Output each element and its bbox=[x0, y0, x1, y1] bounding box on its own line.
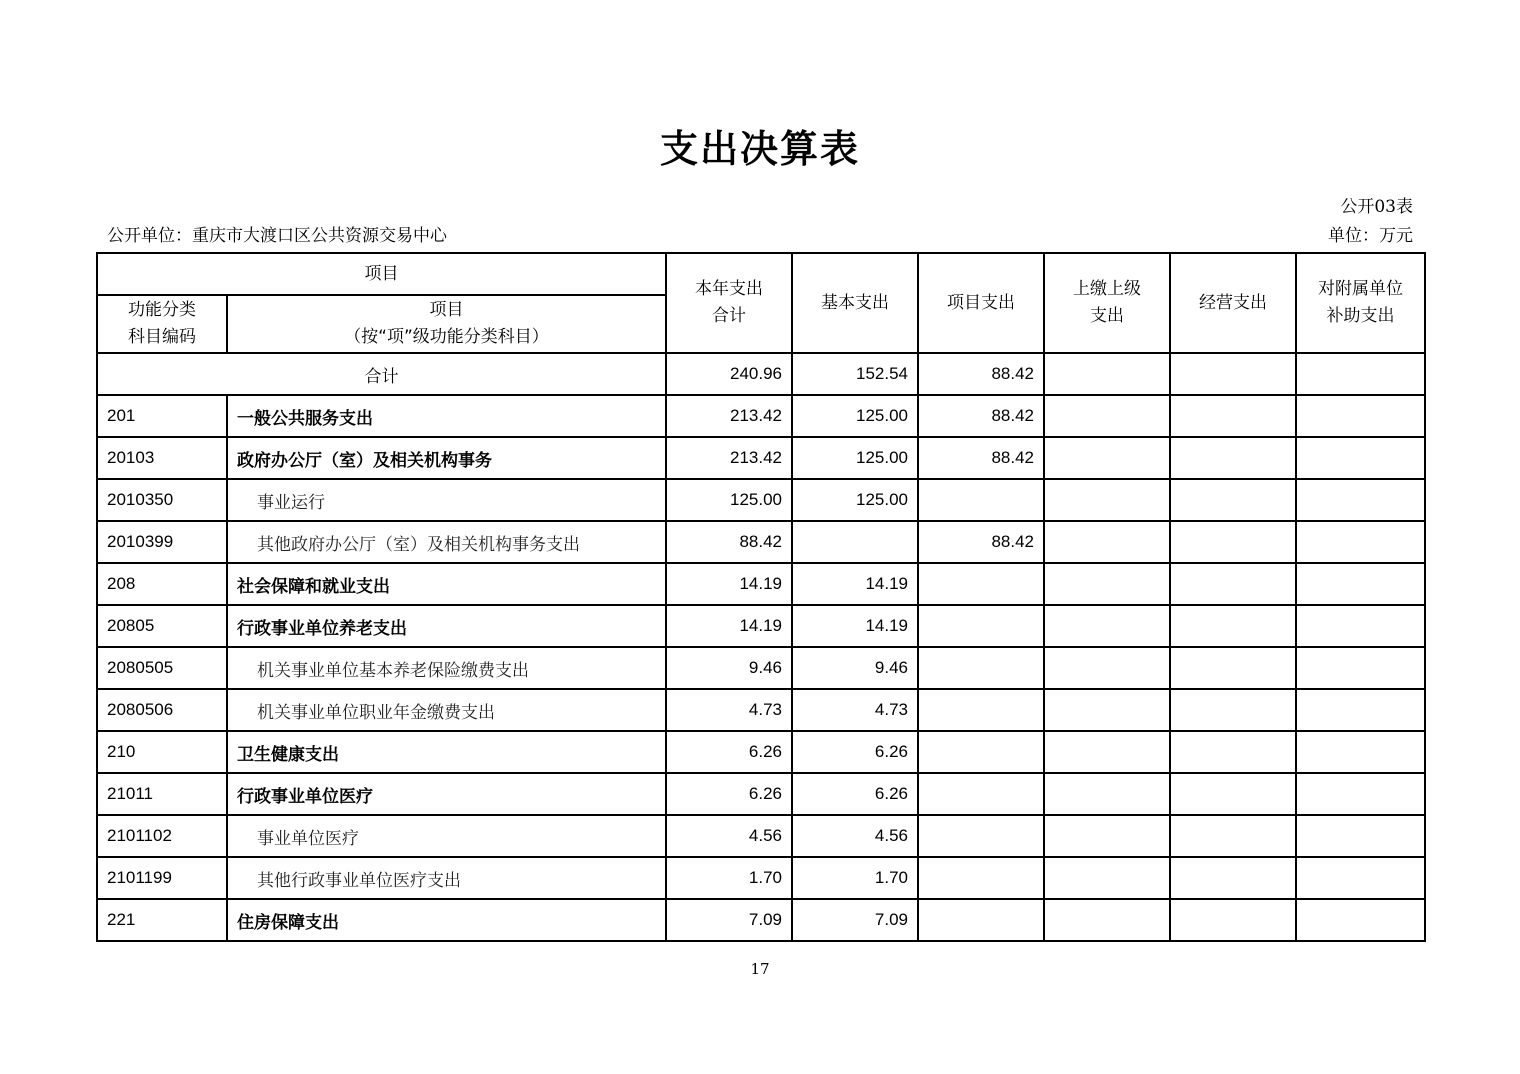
row-project bbox=[918, 647, 1044, 689]
row-business bbox=[1170, 521, 1296, 563]
row-total: 14.19 bbox=[666, 563, 792, 605]
table-row bbox=[97, 521, 1425, 563]
row-code: 20805 bbox=[97, 605, 227, 647]
row-subsidy bbox=[1296, 395, 1425, 437]
row-upper bbox=[1044, 479, 1170, 521]
row-business bbox=[1170, 395, 1296, 437]
row-basic: 6.26 bbox=[792, 731, 918, 773]
row-name: 事业运行 bbox=[227, 479, 666, 521]
row-basic: 1.70 bbox=[792, 857, 918, 899]
row-code: 21011 bbox=[97, 773, 227, 815]
row-upper bbox=[1044, 773, 1170, 815]
table-row bbox=[97, 395, 1425, 437]
row-basic: 4.73 bbox=[792, 689, 918, 731]
table-row bbox=[97, 563, 1425, 605]
row-business bbox=[1170, 479, 1296, 521]
form-code: 公开03表 bbox=[1340, 197, 1413, 217]
row-code: 208 bbox=[97, 563, 227, 605]
row-upper bbox=[1044, 857, 1170, 899]
row-subsidy bbox=[1296, 437, 1425, 479]
row-project bbox=[918, 479, 1044, 521]
row-project bbox=[918, 731, 1044, 773]
row-name: 住房保障支出 bbox=[227, 899, 666, 941]
row-basic: 7.09 bbox=[792, 899, 918, 941]
row-project bbox=[918, 773, 1044, 815]
row-subsidy bbox=[1296, 857, 1425, 899]
row-subsidy bbox=[1296, 815, 1425, 857]
row-basic bbox=[792, 521, 918, 563]
table-row bbox=[97, 647, 1425, 689]
summary-label: 合计 bbox=[97, 353, 666, 395]
header-code: 功能分类 科目编码 bbox=[97, 295, 227, 353]
table-row bbox=[97, 479, 1425, 521]
summary-upper bbox=[1044, 353, 1170, 395]
row-upper bbox=[1044, 815, 1170, 857]
row-basic: 125.00 bbox=[792, 479, 918, 521]
summary-basic: 152.54 bbox=[792, 353, 918, 395]
row-upper bbox=[1044, 521, 1170, 563]
row-code: 2101102 bbox=[97, 815, 227, 857]
row-business bbox=[1170, 731, 1296, 773]
row-name: 事业单位医疗 bbox=[227, 815, 666, 857]
row-code: 221 bbox=[97, 899, 227, 941]
row-subsidy bbox=[1296, 563, 1425, 605]
table-row bbox=[97, 689, 1425, 731]
row-subsidy bbox=[1296, 773, 1425, 815]
row-name: 其他行政事业单位医疗支出 bbox=[227, 857, 666, 899]
row-subsidy bbox=[1296, 731, 1425, 773]
row-name: 行政事业单位医疗 bbox=[227, 773, 666, 815]
summary-total: 240.96 bbox=[666, 353, 792, 395]
page-title: 支出决算表 bbox=[659, 127, 860, 171]
expenditure-table bbox=[96, 252, 1426, 942]
row-project bbox=[918, 857, 1044, 899]
row-basic: 6.26 bbox=[792, 773, 918, 815]
header-subsidy: 对附属单位 补助支出 bbox=[1296, 253, 1425, 353]
row-code: 2080506 bbox=[97, 689, 227, 731]
row-subsidy bbox=[1296, 605, 1425, 647]
page-number: 17 bbox=[750, 960, 770, 978]
row-subsidy bbox=[1296, 899, 1425, 941]
header-item: 项目 bbox=[97, 253, 666, 295]
row-code: 2080505 bbox=[97, 647, 227, 689]
row-upper bbox=[1044, 437, 1170, 479]
row-name: 卫生健康支出 bbox=[227, 731, 666, 773]
header-upper: 上缴上级 支出 bbox=[1044, 253, 1170, 353]
row-total: 7.09 bbox=[666, 899, 792, 941]
row-basic: 14.19 bbox=[792, 563, 918, 605]
row-name: 一般公共服务支出 bbox=[227, 395, 666, 437]
row-code: 201 bbox=[97, 395, 227, 437]
row-project: 88.42 bbox=[918, 521, 1044, 563]
row-business bbox=[1170, 857, 1296, 899]
row-name: 行政事业单位养老支出 bbox=[227, 605, 666, 647]
row-basic: 4.56 bbox=[792, 815, 918, 857]
row-code: 20103 bbox=[97, 437, 227, 479]
row-project bbox=[918, 689, 1044, 731]
row-upper bbox=[1044, 395, 1170, 437]
table-row bbox=[97, 605, 1425, 647]
row-basic: 125.00 bbox=[792, 437, 918, 479]
summary-subsidy bbox=[1296, 353, 1425, 395]
table-row bbox=[97, 857, 1425, 899]
row-project: 88.42 bbox=[918, 437, 1044, 479]
row-code: 2010399 bbox=[97, 521, 227, 563]
header-total: 本年支出 合计 bbox=[666, 253, 792, 353]
row-name: 社会保障和就业支出 bbox=[227, 563, 666, 605]
row-business bbox=[1170, 563, 1296, 605]
row-subsidy bbox=[1296, 647, 1425, 689]
table-row bbox=[97, 731, 1425, 773]
row-project bbox=[918, 815, 1044, 857]
row-code: 2010350 bbox=[97, 479, 227, 521]
row-project: 88.42 bbox=[918, 395, 1044, 437]
row-subsidy bbox=[1296, 689, 1425, 731]
row-total: 88.42 bbox=[666, 521, 792, 563]
row-business bbox=[1170, 773, 1296, 815]
row-project bbox=[918, 563, 1044, 605]
row-total: 213.42 bbox=[666, 437, 792, 479]
summary-row bbox=[97, 353, 1425, 395]
row-business bbox=[1170, 605, 1296, 647]
row-subsidy bbox=[1296, 521, 1425, 563]
row-total: 14.19 bbox=[666, 605, 792, 647]
table-row bbox=[97, 815, 1425, 857]
row-business bbox=[1170, 689, 1296, 731]
row-business bbox=[1170, 437, 1296, 479]
row-total: 4.73 bbox=[666, 689, 792, 731]
row-upper bbox=[1044, 563, 1170, 605]
table-row bbox=[97, 899, 1425, 941]
row-total: 125.00 bbox=[666, 479, 792, 521]
summary-project: 88.42 bbox=[918, 353, 1044, 395]
row-business bbox=[1170, 899, 1296, 941]
header-project: 项目支出 bbox=[918, 253, 1044, 353]
row-code: 2101199 bbox=[97, 857, 227, 899]
header-basic: 基本支出 bbox=[792, 253, 918, 353]
row-total: 1.70 bbox=[666, 857, 792, 899]
row-basic: 125.00 bbox=[792, 395, 918, 437]
currency-unit: 单位：万元 bbox=[1328, 226, 1413, 246]
row-total: 213.42 bbox=[666, 395, 792, 437]
row-upper bbox=[1044, 605, 1170, 647]
header-business: 经营支出 bbox=[1170, 253, 1296, 353]
summary-business bbox=[1170, 353, 1296, 395]
row-upper bbox=[1044, 689, 1170, 731]
row-total: 4.56 bbox=[666, 815, 792, 857]
row-name: 机关事业单位基本养老保险缴费支出 bbox=[227, 647, 666, 689]
header-name: 项目 （按“项”级功能分类科目） bbox=[227, 295, 666, 353]
row-total: 6.26 bbox=[666, 731, 792, 773]
row-name: 政府办公厅（室）及相关机构事务 bbox=[227, 437, 666, 479]
row-business bbox=[1170, 815, 1296, 857]
row-name: 其他政府办公厅（室）及相关机构事务支出 bbox=[227, 521, 666, 563]
table-row bbox=[97, 773, 1425, 815]
row-upper bbox=[1044, 647, 1170, 689]
table-row bbox=[97, 437, 1425, 479]
row-basic: 9.46 bbox=[792, 647, 918, 689]
row-upper bbox=[1044, 899, 1170, 941]
row-code: 210 bbox=[97, 731, 227, 773]
row-project bbox=[918, 605, 1044, 647]
row-total: 6.26 bbox=[666, 773, 792, 815]
row-project bbox=[918, 899, 1044, 941]
reporting-unit: 公开单位：重庆市大渡口区公共资源交易中心 bbox=[107, 226, 447, 246]
row-name: 机关事业单位职业年金缴费支出 bbox=[227, 689, 666, 731]
row-subsidy bbox=[1296, 479, 1425, 521]
row-total: 9.46 bbox=[666, 647, 792, 689]
row-basic: 14.19 bbox=[792, 605, 918, 647]
row-business bbox=[1170, 647, 1296, 689]
row-upper bbox=[1044, 731, 1170, 773]
